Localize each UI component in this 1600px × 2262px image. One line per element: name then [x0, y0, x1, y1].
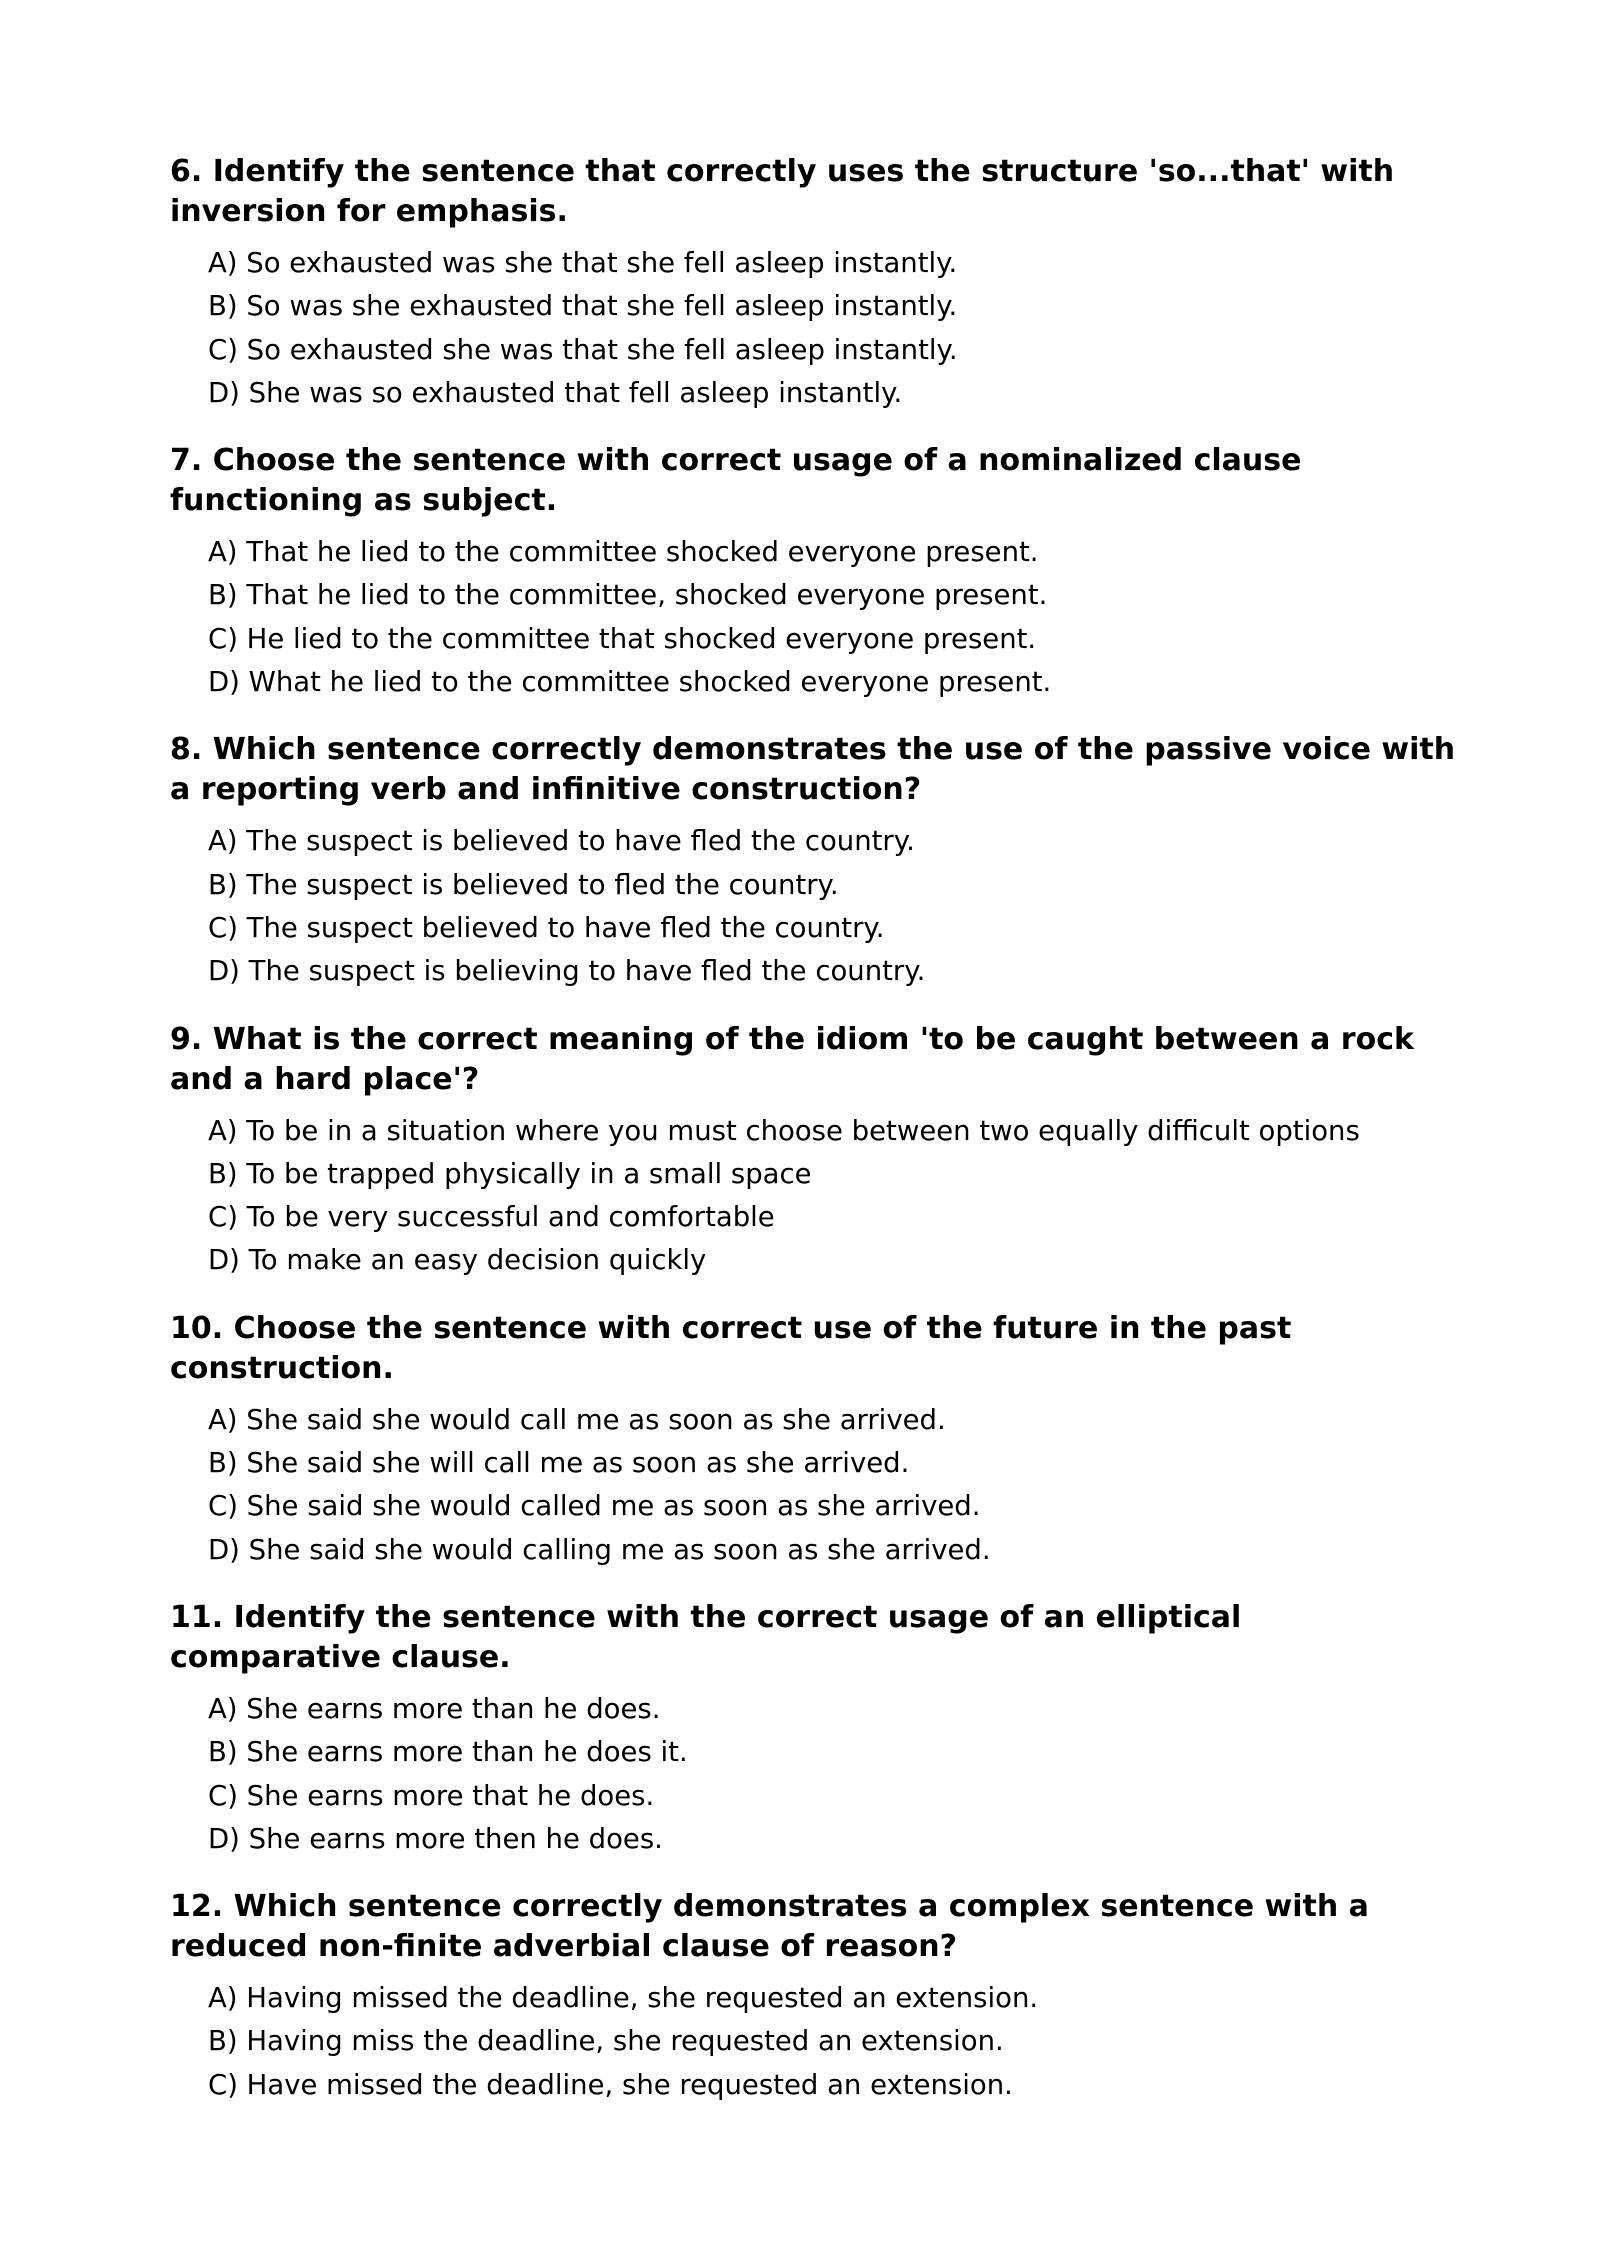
- option-a: A) That he lied to the committee shocked everyone present.: [208, 536, 1039, 569]
- option-b: B) She said she will call me as soon as she arrived.: [208, 1447, 910, 1480]
- question-10: [170, 1309, 1460, 1572]
- option-c: C) So exhausted she was that she fell asleep instantly.: [208, 333, 958, 366]
- question-text: 11. Identify the sentence with the correct usage of an elliptical comparative clause.: [170, 1599, 1242, 1675]
- question-text: 12. Which sentence correctly demonstrates a complex sentence with a reduced non-finite adverbial clause of reason?: [170, 1889, 1369, 1965]
- quiz-page: [170, 152, 1460, 2133]
- option-d: D) The suspect is believing to have fled the country.: [208, 955, 926, 988]
- question-text: 7. Choose the sentence with correct usage of a nominalized clause functioning as subject.: [170, 443, 1302, 519]
- option-d: D) She earns more then he does.: [208, 1822, 663, 1855]
- option-c: C) To be very successful and comfortable: [208, 1201, 775, 1234]
- option-a: A) The suspect is believed to have fled the country.: [208, 825, 915, 858]
- option-b: B) That he lied to the committee, shocked everyone present.: [208, 579, 1048, 612]
- option-d: D) She said she would calling me as soon as she arrived.: [208, 1533, 991, 1566]
- option-c: C) She earns more that he does.: [208, 1779, 655, 1812]
- option-d: D) She was so exhausted that fell asleep instantly.: [208, 376, 903, 409]
- option-c: C) The suspect believed to have fled the country.: [208, 911, 885, 944]
- question-text: 9. What is the correct meaning of the idiom 'to be caught between a rock and a hard place'?: [170, 1021, 1414, 1097]
- options-list: [170, 1977, 1460, 2107]
- option-b: B) Having miss the deadline, she requested an extension.: [208, 2025, 1004, 2058]
- question-8: [170, 730, 1460, 993]
- question-text: 10. Choose the sentence with correct use of the future in the past construction.: [170, 1310, 1292, 1386]
- question-text: 6. Identify the sentence that correctly uses the structure 'so...that' with inversion for emphasis.: [170, 154, 1395, 229]
- option-a: A) To be in a situation where you must choose between two equally difficult options: [208, 1114, 1360, 1147]
- option-b: B) So was she exhausted that she fell asleep instantly.: [208, 290, 958, 323]
- option-a: A) She earns more than he does.: [208, 1692, 661, 1725]
- question-9: [170, 1020, 1460, 1283]
- options-list: [170, 1110, 1460, 1283]
- option-d: D) To make an easy decision quickly: [208, 1244, 707, 1277]
- option-c: C) Have missed the deadline, she requested an extension.: [208, 2068, 1013, 2101]
- options-list: [170, 242, 1460, 415]
- option-a: A) Having missed the deadline, she requested an extension.: [208, 1982, 1039, 2015]
- option-c: C) He lied to the committee that shocked everyone present.: [208, 622, 1037, 655]
- option-a: A) So exhausted was she that she fell asleep instantly.: [208, 247, 958, 279]
- option-b: B) She earns more than he does it.: [208, 1736, 688, 1769]
- question-6: [170, 152, 1460, 415]
- question-text: 8. Which sentence correctly demonstrates the use of the passive voice with a reporting verb and infinitive construction?: [170, 732, 1456, 808]
- question-11: [170, 1598, 1460, 1861]
- question-12: [170, 1887, 1460, 2107]
- options-list: [170, 531, 1460, 704]
- option-d: D) What he lied to the committee shocked everyone present.: [208, 666, 1052, 699]
- option-b: B) To be trapped physically in a small space: [208, 1157, 812, 1190]
- options-list: [170, 1399, 1460, 1572]
- question-7: [170, 441, 1460, 704]
- options-list: [170, 1688, 1460, 1861]
- options-list: [170, 820, 1460, 993]
- option-b: B) The suspect is believed to fled the country.: [208, 868, 839, 901]
- option-a: A) She said she would call me as soon as she arrived.: [208, 1403, 946, 1436]
- option-c: C) She said she would called me as soon as she arrived.: [208, 1490, 981, 1523]
